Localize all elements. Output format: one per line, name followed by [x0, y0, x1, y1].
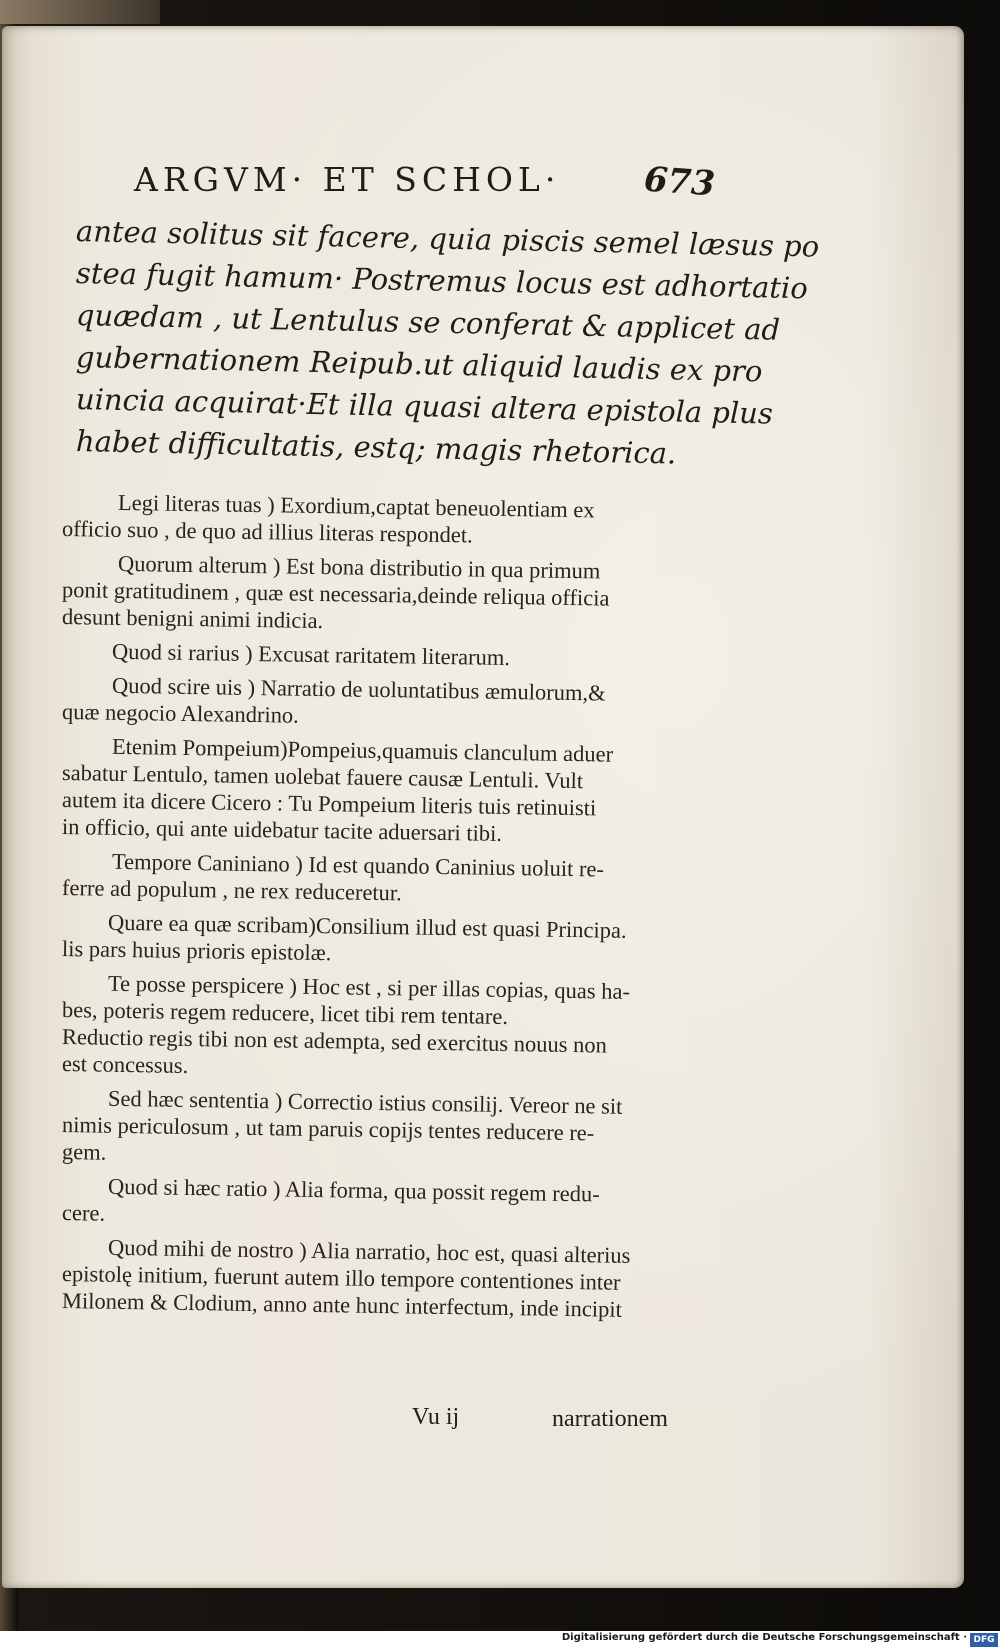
argument-line: quædam , ut Lentulus se conferat & applicet ad	[75, 298, 781, 347]
commentary-line: Etenim Pompeium)Pompeius,quamuis clanculum aduer	[111, 733, 614, 767]
commentary-line: Tempore Caniniano ) Id est quando Caninius uoluit re-	[111, 848, 605, 882]
commentary-block	[61, 488, 702, 1322]
commentary-line: Reductio regis tibi non est adempta, sed exercitus nouus non	[61, 1024, 608, 1058]
commentary-line: Te posse perspicere ) Hoc est , si per illas copias, quas ha-	[107, 970, 631, 1004]
commentary-line: officio suo , de quo ad illius literas respondet.	[61, 516, 473, 548]
argument-line: gubernationem Reipub.ut aliquid laudis ex pro	[75, 340, 763, 389]
page-footer	[412, 1404, 712, 1436]
previous-page-edge	[0, 0, 160, 24]
book-page	[2, 26, 964, 1588]
commentary-line: Quod scire uis ) Narratio de uoluntatibus æmulorum,&	[111, 672, 606, 706]
commentary-line: lis pars huius prioris epistolæ.	[61, 936, 332, 966]
commentary-line: gem.	[61, 1139, 107, 1165]
commentary-line: bes, poteris regem reducere, licet tibi rem tentare.	[61, 997, 509, 1030]
commentary-line: cere.	[61, 1200, 106, 1226]
argument-line: uincia acquirat·Et illa quasi altera epistola plus	[75, 382, 774, 431]
commentary-line: Legi literas tuas ) Exordium,captat beneuolentiam ex	[117, 489, 595, 523]
commentary-line: Sed hæc sententia ) Correctio istius consilij. Vereor ne sit	[107, 1085, 623, 1119]
commentary-line: Quod si hæc ratio ) Alia forma, qua possit regem redu-	[107, 1173, 600, 1207]
dfg-logo-icon: DFG	[970, 1633, 998, 1647]
commentary-line: in officio, qui ante uidebatur tacite aduersari tibi.	[61, 814, 503, 846]
argument-line: habet difficultatis, estq; magis rhetorica.	[75, 424, 677, 471]
page-header	[134, 160, 734, 210]
commentary-line: quæ negocio Alexandrino.	[61, 699, 300, 728]
commentary-line: ferre ad populum , ne rex reduceretur.	[61, 875, 402, 906]
commentary-line: ponit gratitudinem , quæ est necessaria,deinde reliqua officia	[61, 577, 610, 611]
argument-line: antea solitus sit facere, quia piscis semel læsus po	[75, 214, 820, 264]
commentary-line: desunt benigni animi indicia.	[61, 604, 324, 634]
digitization-credit-bar	[0, 1631, 1000, 1650]
running-head: ARGVM· ET SCHOL·	[134, 160, 561, 199]
argument-block	[75, 210, 820, 471]
commentary-line: nimis periculosum , ut tam paruis copijs tentes reducere re-	[61, 1112, 595, 1146]
commentary-line: est concessus.	[61, 1051, 189, 1078]
signature-mark: Vu ij	[412, 1404, 460, 1430]
commentary-line: Quod si rarius ) Excusat raritatem literarum.	[111, 638, 511, 671]
commentary-line: epistolę initium, fuerunt autem illo tempore contentiones inter	[61, 1261, 621, 1295]
commentary-line: Quare ea quæ scribam)Consilium illud est quasi Principa.	[107, 909, 627, 943]
argument-line: stea fugit hamum· Postremus locus est adhortatio	[75, 256, 809, 306]
commentary-line: Quorum alterum ) Est bona distributio in qua primum	[117, 550, 601, 584]
credit-text: Digitalisierung gefördert durch die Deutsche Forschungsgemeinschaft ·	[561, 1632, 967, 1643]
page-number: 673	[642, 159, 717, 205]
commentary-line: Quod mihi de nostro ) Alia narratio, hoc est, quasi alterius	[107, 1234, 631, 1268]
commentary-line: Milonem & Clodium, anno ante hunc interfectum, inde incipit	[61, 1288, 623, 1322]
commentary-line: autem ita dicere Cicero : Tu Pompeium literis tuis retinuisti	[61, 787, 597, 821]
commentary-line: sabatur Lentulo, tamen uolebat fauere causæ Lentuli. Vult	[61, 760, 584, 794]
catchword: narrationem	[552, 1406, 668, 1432]
